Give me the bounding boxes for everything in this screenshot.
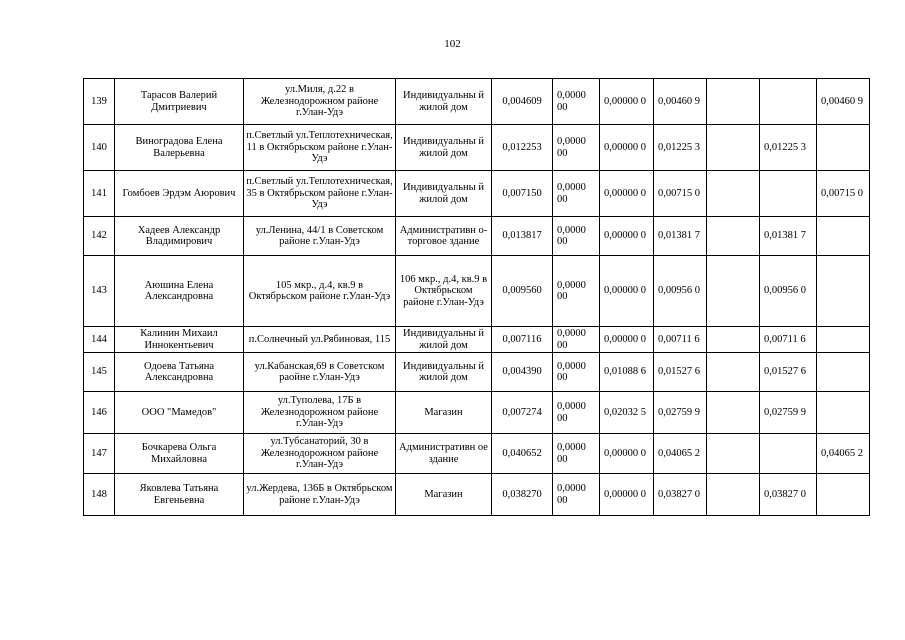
value-col-6-cell [817, 217, 870, 256]
area-cell: 0,007150 [492, 171, 553, 217]
value-col-5-cell: 0,00711 6 [760, 327, 817, 353]
value-col-4-cell [707, 79, 760, 125]
table-row [84, 434, 870, 474]
address-cell: ул.Ленина, 44/1 в Советском районе г.Улан-Удэ [244, 217, 396, 256]
value-col-6-cell: 0,04065 2 [817, 434, 870, 474]
value-col-2-cell: 0,00000 0 [600, 171, 654, 217]
table-row [84, 256, 870, 327]
value-col-4-cell [707, 171, 760, 217]
value-col-2-cell: 0,00000 0 [600, 327, 654, 353]
value-col-1-cell: 0,0000 00 [553, 256, 600, 327]
value-col-6-cell [817, 353, 870, 392]
registry-table [83, 78, 870, 516]
table-row [84, 125, 870, 171]
value-col-6-cell [817, 125, 870, 171]
address-cell: ул.Миля, д.22 в Железнодорожном районе г.Улан-Удэ [244, 79, 396, 125]
building-purpose-cell: Индивидуальны й жилой дом [396, 171, 492, 217]
value-col-6-cell [817, 392, 870, 434]
value-col-1-cell: 0,0000 00 [553, 79, 600, 125]
owner-name-cell: Яковлева Татьяна Евгеньевна [115, 474, 244, 516]
owner-name-cell: Гомбоев Эрдэм Аюрович [115, 171, 244, 217]
building-purpose-cell: Индивидуальны й жилой дом [396, 125, 492, 171]
value-col-6-cell: 0,00460 9 [817, 79, 870, 125]
value-col-3-cell: 0,04065 2 [654, 434, 707, 474]
table-row [84, 392, 870, 434]
value-col-3-cell: 0,01225 3 [654, 125, 707, 171]
value-col-4-cell [707, 353, 760, 392]
value-col-4-cell [707, 327, 760, 353]
row-number-cell: 148 [84, 474, 115, 516]
value-col-3-cell: 0,03827 0 [654, 474, 707, 516]
value-col-1-cell: 0,0000 00 [553, 327, 600, 353]
building-purpose-cell: Административн о-торговое здание [396, 217, 492, 256]
value-col-2-cell: 0,00000 0 [600, 474, 654, 516]
value-col-3-cell: 0,00460 9 [654, 79, 707, 125]
value-col-5-cell: 0,01225 3 [760, 125, 817, 171]
row-number-cell: 142 [84, 217, 115, 256]
value-col-2-cell: 0,01088 6 [600, 353, 654, 392]
value-col-5-cell: 0,02759 9 [760, 392, 817, 434]
value-col-5-cell: 0,00956 0 [760, 256, 817, 327]
value-col-1-cell: 0,0000 00 [553, 217, 600, 256]
value-col-3-cell: 0,01527 6 [654, 353, 707, 392]
value-col-3-cell: 0,02759 9 [654, 392, 707, 434]
value-col-1-cell: 0,0000 00 [553, 171, 600, 217]
value-col-1-cell: 0,0000 00 [553, 353, 600, 392]
address-cell: ул.Кабанская,69 в Советском раойне г.Улан-Удэ [244, 353, 396, 392]
value-col-6-cell [817, 327, 870, 353]
address-cell: ул.Жердева, 136Б в Октябрьском районе г.Улан-Удэ [244, 474, 396, 516]
row-number-cell: 140 [84, 125, 115, 171]
table-row [84, 353, 870, 392]
table-row [84, 171, 870, 217]
building-purpose-cell: 106 мкр., д.4, кв.9 в Октябрьском районе г.Улан-Удэ [396, 256, 492, 327]
area-cell: 0,012253 [492, 125, 553, 171]
owner-name-cell: Виноградова Елена Валерьевна [115, 125, 244, 171]
value-col-6-cell [817, 256, 870, 327]
owner-name-cell: Бочкарева Ольга Михайловна [115, 434, 244, 474]
area-cell: 0,013817 [492, 217, 553, 256]
page-number: 102 [444, 38, 461, 50]
area-cell: 0,038270 [492, 474, 553, 516]
value-col-4-cell [707, 256, 760, 327]
value-col-4-cell [707, 474, 760, 516]
row-number-cell: 139 [84, 79, 115, 125]
row-number-cell: 145 [84, 353, 115, 392]
value-col-5-cell: 0,01527 6 [760, 353, 817, 392]
value-col-1-cell: 0,0000 00 [553, 392, 600, 434]
address-cell: ул.Тубсанаторий, 30 в Железнодорожном районе г.Улан-Удэ [244, 434, 396, 474]
area-cell: 0,007116 [492, 327, 553, 353]
area-cell: 0,040652 [492, 434, 553, 474]
value-col-6-cell: 0,00715 0 [817, 171, 870, 217]
row-number-cell: 147 [84, 434, 115, 474]
address-cell: п.Светлый ул.Теплотехническая, 11 в Октябрьском районе г.Улан-Удэ [244, 125, 396, 171]
owner-name-cell: Аюшина Елена Александровна [115, 256, 244, 327]
owner-name-cell: Хадеев Александр Владимирович [115, 217, 244, 256]
building-purpose-cell: Индивидуальны й жилой дом [396, 79, 492, 125]
area-cell: 0,009560 [492, 256, 553, 327]
value-col-4-cell [707, 392, 760, 434]
value-col-2-cell: 0,00000 0 [600, 125, 654, 171]
table-row [84, 327, 870, 353]
value-col-4-cell [707, 125, 760, 171]
row-number-cell: 146 [84, 392, 115, 434]
owner-name-cell: ООО "Мамедов" [115, 392, 244, 434]
value-col-5-cell [760, 171, 817, 217]
owner-name-cell: Калинин Михаил Иннокентьевич [115, 327, 244, 353]
value-col-2-cell: 0,00000 0 [600, 79, 654, 125]
area-cell: 0,004390 [492, 353, 553, 392]
address-cell: 105 мкр., д.4, кв.9 в Октябрьском районе г.Улан-Удэ [244, 256, 396, 327]
row-number-cell: 141 [84, 171, 115, 217]
row-number-cell: 143 [84, 256, 115, 327]
value-col-6-cell [817, 474, 870, 516]
value-col-4-cell [707, 434, 760, 474]
address-cell: п.Светлый ул.Теплотехническая, 35 в Октябрьском районе г.Улан-Удэ [244, 171, 396, 217]
value-col-3-cell: 0,00956 0 [654, 256, 707, 327]
table-row [84, 474, 870, 516]
value-col-5-cell: 0,03827 0 [760, 474, 817, 516]
building-purpose-cell: Магазин [396, 392, 492, 434]
value-col-3-cell: 0,01381 7 [654, 217, 707, 256]
value-col-2-cell: 0,00000 0 [600, 434, 654, 474]
table-row [84, 217, 870, 256]
building-purpose-cell: Административн ое здание [396, 434, 492, 474]
value-col-2-cell: 0,00000 0 [600, 217, 654, 256]
value-col-3-cell: 0,00715 0 [654, 171, 707, 217]
value-col-2-cell: 0,00000 0 [600, 256, 654, 327]
area-cell: 0,004609 [492, 79, 553, 125]
building-purpose-cell: Индивидуальны й жилой дом [396, 327, 492, 353]
building-purpose-cell: Магазин [396, 474, 492, 516]
value-col-5-cell: 0,01381 7 [760, 217, 817, 256]
owner-name-cell: Одоева Татьяна Александровна [115, 353, 244, 392]
area-cell: 0,007274 [492, 392, 553, 434]
building-purpose-cell: Индивидуальны й жилой дом [396, 353, 492, 392]
value-col-5-cell [760, 79, 817, 125]
value-col-3-cell: 0,00711 6 [654, 327, 707, 353]
row-number-cell: 144 [84, 327, 115, 353]
value-col-5-cell [760, 434, 817, 474]
address-cell: ул.Туполева, 17Б в Железнодорожном районе г.Улан-Удэ [244, 392, 396, 434]
value-col-2-cell: 0,02032 5 [600, 392, 654, 434]
value-col-1-cell: 0,0000 00 [553, 474, 600, 516]
address-cell: п.Солнечный ул.Рябиновая, 115 [244, 327, 396, 353]
value-col-1-cell: 0,0000 00 [553, 434, 600, 474]
owner-name-cell: Тарасов Валерий Дмитриевич [115, 79, 244, 125]
value-col-1-cell: 0,0000 00 [553, 125, 600, 171]
table-row [84, 79, 870, 125]
value-col-4-cell [707, 217, 760, 256]
